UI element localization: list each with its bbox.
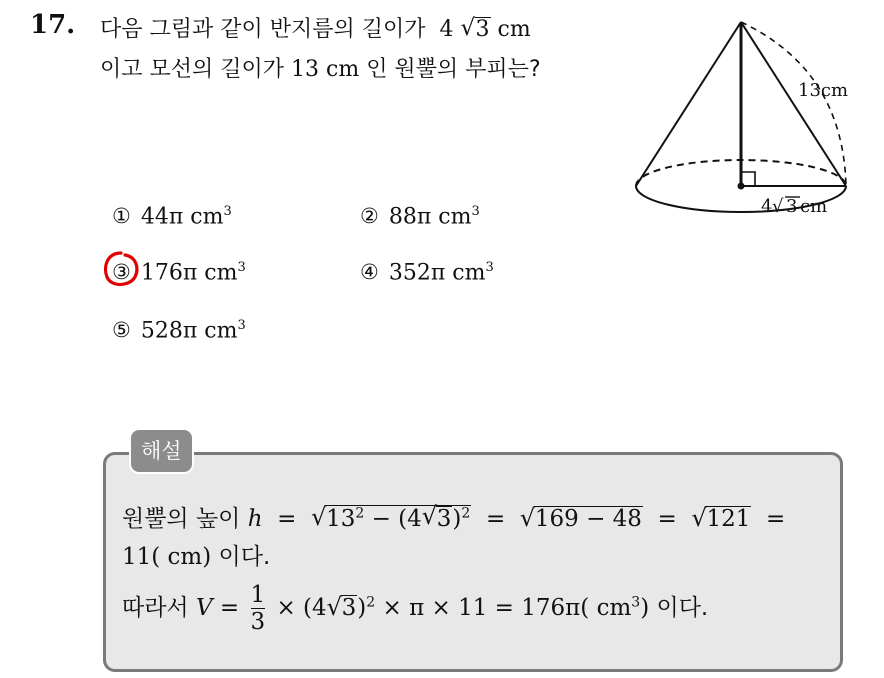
slant-label: 13cm xyxy=(798,80,849,101)
cone-left-side xyxy=(636,22,741,186)
question-radius: 4 √ 3 cm xyxy=(439,15,531,42)
solution-tag: 해설 xyxy=(129,428,194,474)
choice-2[interactable]: ② 88π $cm^3$ xyxy=(360,204,480,230)
question-line-2 xyxy=(100,52,541,83)
solution-line-2: 11( cm) 이다. xyxy=(122,544,271,570)
radius-label xyxy=(761,196,827,217)
choice-3[interactable]: ③ 176π $cm^3$ xyxy=(112,260,246,286)
question-slant-value: 13 cm xyxy=(291,57,360,82)
base-center-dot xyxy=(738,183,745,190)
question-line-1 xyxy=(100,12,531,43)
choice-1[interactable]: ① 44π $cm^3$ xyxy=(112,204,232,230)
svg-text:√: √ xyxy=(772,196,784,217)
cone-figure xyxy=(628,10,858,230)
svg-text:4: 4 xyxy=(761,196,773,217)
question-number: 17. xyxy=(30,10,76,40)
choice-4[interactable]: ④ 352π $cm^3$ xyxy=(360,260,494,286)
selected-answer-mark xyxy=(101,249,141,289)
solution-line-3: 따라서 V = $\frac{1}{3}$ × (4 √ 3)$^2$ × π × 11 = 176π( $cm^3$) 이다. xyxy=(122,582,709,636)
cone-right-side xyxy=(741,22,849,186)
question-text-1: 다음 그림과 같이 반지름의 길이가 xyxy=(100,17,426,42)
choice-5[interactable]: ⑤ 528π $cm^3$ xyxy=(112,318,246,344)
question-text-2b: 인 원뿔의 부피는? xyxy=(366,57,541,82)
svg-text:3: 3 xyxy=(786,196,798,217)
svg-text:cm: cm xyxy=(800,196,828,217)
question-text-2a: 이고 모선의 길이가 xyxy=(100,57,285,82)
solution-line-1: 원뿔의 높이 h = √ $13^2 - (4$ √ 3)$^2$ = √ 169 − 48 = √ 121 = xyxy=(122,502,786,532)
